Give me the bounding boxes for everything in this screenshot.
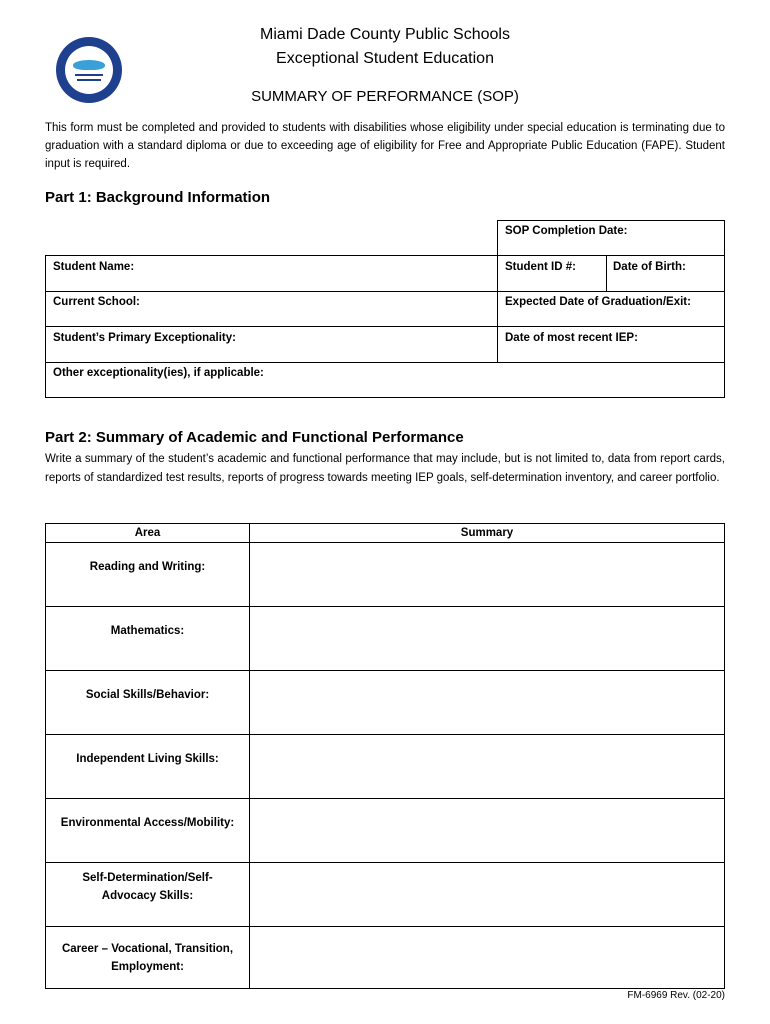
form-title: SUMMARY OF PERFORMANCE (SOP) bbox=[251, 88, 519, 105]
summary-column-header bbox=[249, 523, 725, 543]
summary-input-career[interactable] bbox=[249, 926, 725, 989]
other-exceptionality-label: Other exceptionality(ies), if applicable: bbox=[53, 367, 264, 379]
summary-input-social-skills[interactable] bbox=[249, 670, 725, 735]
student-name-field[interactable] bbox=[45, 255, 498, 292]
other-exceptionality-field[interactable] bbox=[45, 362, 725, 398]
table-row-area bbox=[45, 542, 250, 607]
summary-input-independent-living[interactable] bbox=[249, 734, 725, 799]
area-label: Self-Determination/Self-Advocacy Skills: bbox=[82, 872, 213, 902]
table-row-area bbox=[45, 734, 250, 799]
summary-input-mathematics[interactable] bbox=[249, 606, 725, 671]
current-school-field[interactable] bbox=[45, 291, 498, 327]
primary-exceptionality-field[interactable] bbox=[45, 326, 498, 363]
summary-input-self-determination[interactable] bbox=[249, 862, 725, 927]
area-header-label: Area bbox=[134, 527, 161, 539]
table-row-area bbox=[45, 798, 250, 863]
intro-text: This form must be completed and provided to students with disabilities whose eligibility under special education is terminating due to graduation with a standard diploma or due to exceeding age of eligibility for Free and Appropriate Public Education (FAPE). Student input is required. bbox=[45, 122, 725, 170]
recent-iep-label: Date of most recent IEP: bbox=[505, 332, 638, 344]
sop-completion-date-field[interactable] bbox=[497, 220, 725, 256]
part2-title: Part 2: Summary of Academic and Functional Performance bbox=[45, 429, 464, 446]
summary-input-reading-writing[interactable] bbox=[249, 542, 725, 607]
part1-title: Part 1: Background Information bbox=[45, 189, 271, 206]
area-column-header bbox=[45, 523, 250, 543]
expected-graduation-label: Expected Date of Graduation/Exit: bbox=[505, 296, 691, 308]
primary-exceptionality-label: Student’s Primary Exceptionality: bbox=[53, 332, 236, 344]
table-row-area bbox=[45, 670, 250, 735]
student-id-field[interactable] bbox=[497, 255, 607, 292]
recent-iep-field[interactable] bbox=[497, 326, 725, 363]
department-name: Exceptional Student Education bbox=[276, 50, 494, 67]
org-name: Miami Dade County Public Schools bbox=[260, 26, 510, 43]
part2-intro-text: Write a summary of the student’s academic and functional performance that may include, but is not limited to, data from report cards, reports of standardized test results, reports of progress towards meeting IEP goals, self-determination inventory, and career portfolio. bbox=[45, 453, 725, 484]
area-label: Independent Living Skills: bbox=[76, 753, 219, 765]
student-name-label: Student Name: bbox=[53, 261, 135, 273]
table-row-area bbox=[45, 606, 250, 671]
area-label: Environmental Access/Mobility: bbox=[60, 817, 235, 829]
sop-completion-date-label: SOP Completion Date: bbox=[505, 225, 628, 237]
area-label: Career – Vocational, Transition, Employment: bbox=[61, 943, 234, 973]
form-revision-code: FM-6969 Rev. (02-20) bbox=[627, 990, 725, 1001]
area-label: Social Skills/Behavior: bbox=[85, 689, 210, 701]
date-of-birth-label: Date of Birth: bbox=[613, 261, 686, 273]
summary-header-label: Summary bbox=[460, 527, 514, 539]
table-row-area bbox=[45, 926, 250, 989]
date-of-birth-field[interactable] bbox=[606, 255, 725, 292]
area-label: Reading and Writing: bbox=[89, 561, 206, 573]
area-label: Mathematics: bbox=[110, 625, 185, 637]
current-school-label: Current School: bbox=[53, 296, 140, 308]
table-row-area bbox=[45, 862, 250, 927]
student-id-label: Student ID #: bbox=[505, 261, 576, 273]
expected-graduation-field[interactable] bbox=[497, 291, 725, 327]
summary-input-environmental-access[interactable] bbox=[249, 798, 725, 863]
